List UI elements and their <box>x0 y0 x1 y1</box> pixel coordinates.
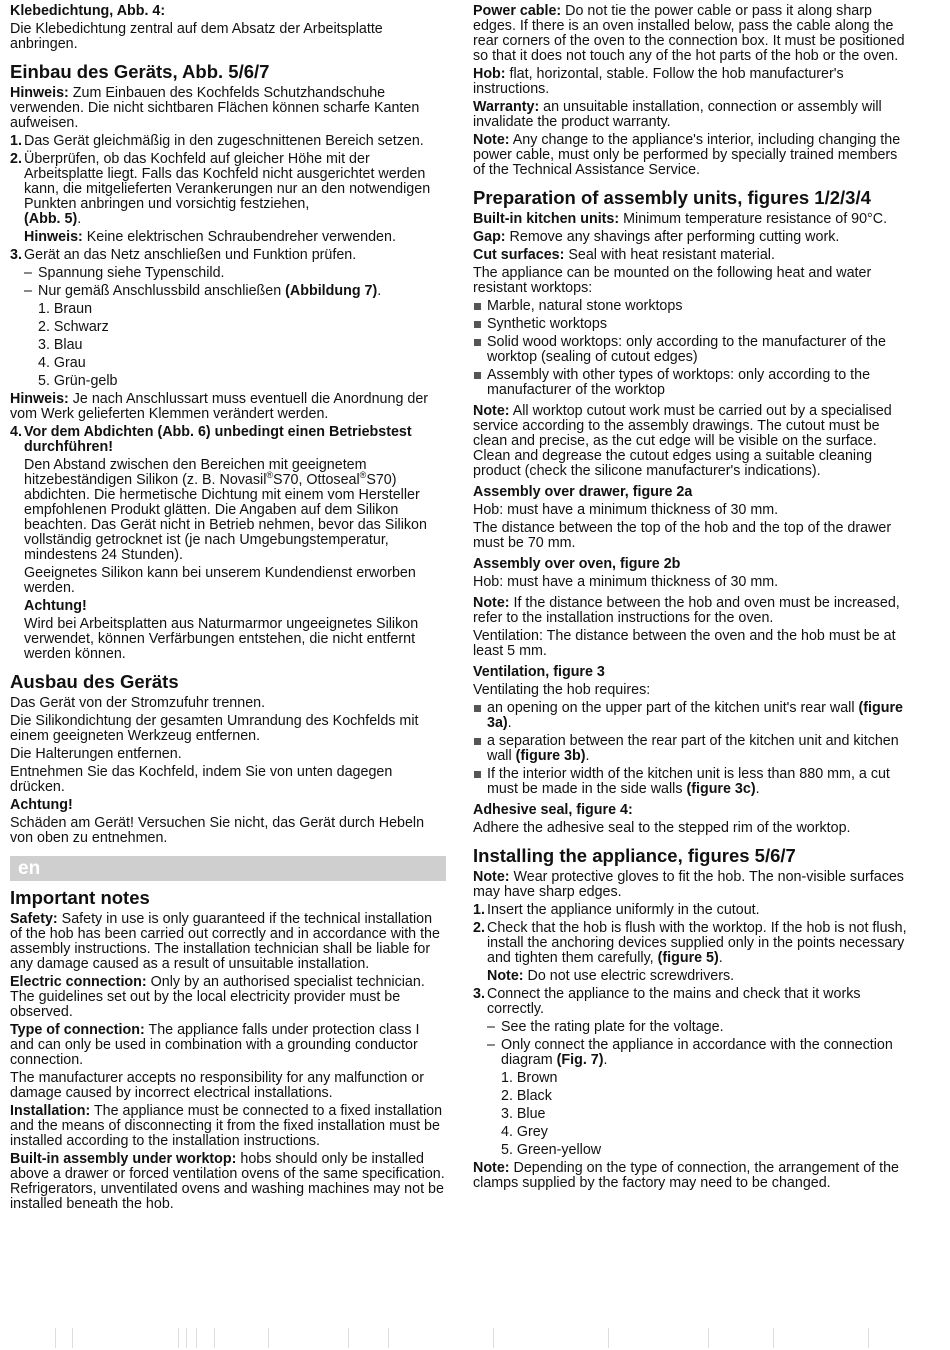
step-2-note-de: Hinweis: Keine elektrischen Schraubendreher verwenden. <box>24 229 396 245</box>
footer-tick <box>214 1328 215 1348</box>
removal-warning-de: Schäden am Gerät! Versuchen Sie nicht, das Gerät durch Hebeln von oben zu entnehmen. <box>10 815 425 846</box>
clamps-note: Note: Depending on the type of connection, the arrangement of the clamps supplied by the factory may need to be changed. <box>473 1160 899 1191</box>
step-3-dash-2-de: – Nur gemäß Anschlussbild anschließen (Abbildung 7). <box>24 283 382 299</box>
footer-tick <box>178 1328 179 1348</box>
color-item: 5. Grün-gelb <box>38 373 118 389</box>
step-3-en: 3. Connect the appliance to the mains and check that it works correctly. <box>473 986 861 1017</box>
gap-note: Gap: Remove any shavings after performing cutting work. <box>473 229 840 245</box>
page-footer-marks <box>0 1328 950 1350</box>
step-3-de: 3. Gerät an das Netz anschließen und Funktion prüfen. <box>10 247 357 263</box>
bullet-square-icon <box>474 771 481 778</box>
marble-warning-de: Wird bei Arbeitsplatten aus Naturmarmor ungeeignetes Silikon verwendet, können Verfärbungen entstehen, die nicht entfernt werden können. <box>24 616 419 662</box>
silicone-text-de: Den Abstand zwischen den Bereichen mit geeignetem hitzebeständigen Silikon (z. B. Novasil®S70, Ottoseal®S70) abdichten. Die hermetische Dichtung mit einem vom Hersteller empfohlenen Produkt glätten. Die Angaben auf dem Silikon beachten. Das Gerät nicht in Betrieb nehmen, bevor das Silikon vollständig getrocknet ist (je nach Umgebungstemperatur, mindestens 24 Stunden). <box>24 457 427 563</box>
removal-step: Die Halterungen entfernen. <box>10 746 182 762</box>
step-1-de: 1. Das Gerät gleichmäßig in den zugeschnittenen Bereich setzen. <box>10 133 424 149</box>
gloves-note: Note: Wear protective gloves to fit the hob. The non-visible surfaces may have sharp edges. <box>473 869 904 900</box>
list-item: a separation between the rear part of the kitchen unit and kitchen wall (figure 3b). <box>473 734 909 764</box>
color-item: 1. Braun <box>38 301 93 317</box>
color-item: 4. Grey <box>501 1124 548 1140</box>
manufacturer-note: The manufacturer accepts no responsibility for any malfunction or damage caused by incorrect electrical installations. <box>10 1070 425 1101</box>
installing-heading: Installing the appliance, figures 5/6/7 <box>473 845 796 866</box>
removal-heading-de: Ausbau des Geräts <box>10 671 179 692</box>
step-2-en: 2. Check that the hob is flush with the worktop. If the hob is not flush, install the anchoring devices supplied only in the points necessary and tighten them carefully, (figure 5). <box>473 920 907 966</box>
adhesive-seal-heading-de: Klebedichtung, Abb. 4: <box>10 3 166 19</box>
installation-note: Installation: The appliance must be connected to a fixed installation and the means of disconnecting it from the fixed installation must be installed according to the installation instructions. <box>10 1103 443 1149</box>
bullet-square-icon <box>474 321 481 328</box>
step-3-dash-1-de: – Spannung siehe Typenschild. <box>24 265 225 281</box>
silicone-service-de: Geeignetes Silikon kann bei unserem Kundendienst erworben werden. <box>24 565 416 596</box>
footer-tick <box>388 1328 389 1348</box>
list-item: If the interior width of the kitchen unit is less than 880 mm, a cut must be made in the side walls (figure 3c). <box>473 767 909 797</box>
drawer-text: Hob: must have a minimum thickness of 30 mm. <box>473 502 779 518</box>
interior-change-note: Note: Any change to the appliance's interior, including changing the power cable, must only be performed by specially trained members of the Technical Assistance Service. <box>473 132 901 178</box>
preparation-heading: Preparation of assembly units, figures 1/2/3/4 <box>473 187 871 208</box>
step-2-note-en: Note: Do not use electric screwdrivers. <box>487 968 735 984</box>
hinweis-gloves: Hinweis: Zum Einbauen des Kochfelds Schutzhandschuhe verwenden. Die nicht sichtbaren Flächen können scharfe Kanten aufweisen. <box>10 85 420 131</box>
color-item: 4. Grau <box>38 355 86 371</box>
footer-tick <box>72 1328 73 1348</box>
color-item: 3. Blue <box>501 1106 546 1122</box>
footer-tick <box>868 1328 869 1348</box>
hinweis-clamps: Hinweis: Je nach Anschlussart muss eventuell die Anordnung der vom Werk gelieferten Klemmen verändert werden. <box>10 391 429 422</box>
language-bar-en: en <box>10 856 446 881</box>
adhesive-seal-text-de: Die Klebedichtung zentral auf dem Absatz der Arbeitsplatte anbringen. <box>10 21 383 52</box>
ventilation-heading: Ventilation, figure 3 <box>473 664 605 680</box>
step-2-de: 2. Überprüfen, ob das Kochfeld auf gleicher Höhe mit der Arbeitsplatte liegt. Falls das Kochfeld nicht ausgerichtet werden kann, die mitgelieferten Verankerungen nur an den notwendigen Punkten anbringen und vorsichtig festziehen, (Abb. 5). <box>10 151 431 227</box>
color-item: 1. Brown <box>501 1070 558 1086</box>
oven-ventilation-text: Ventilation: The distance between the oven and the hob must be at least 5 mm. <box>473 628 896 659</box>
right-column <box>473 4 909 1194</box>
step-1-en: 1. Insert the appliance uniformly in the cutout. <box>473 902 760 918</box>
list-item: Synthetic worktops <box>473 317 909 332</box>
list-item: an opening on the upper part of the kitchen unit's rear wall (figure 3a). <box>473 701 909 731</box>
bullet-square-icon <box>474 705 481 712</box>
color-item: 3. Blau <box>38 337 83 353</box>
drawer-heading: Assembly over drawer, figure 2a <box>473 484 693 500</box>
warranty-note: Warranty: an unsuitable installation, connection or assembly will invalidate the product warranty. <box>473 99 882 130</box>
connection-type-note: Type of connection: The appliance falls under protection class I and can only be used in combination with a grounding conductor connection. <box>10 1022 420 1068</box>
bullet-square-icon <box>474 339 481 346</box>
color-item: 5. Green-yellow <box>501 1142 602 1158</box>
bullet-square-icon <box>474 738 481 745</box>
power-cable-note: Power cable: Do not tie the power cable or pass it along sharp edges. If there is an oven installed below, pass the cable along the rear corners of the oven to the connection box. It must be positioned so that it does not touch any of the hot parts of the hob or the oven. <box>473 3 905 64</box>
footer-tick <box>55 1328 56 1348</box>
list-item: Assembly with other types of worktops: only according to the manufacturer of the worktop <box>473 368 909 398</box>
footer-tick <box>608 1328 609 1348</box>
removal-step: Das Gerät von der Stromzufuhr trennen. <box>10 695 266 711</box>
achtung-label: Achtung! <box>10 797 73 813</box>
list-item: Marble, natural stone worktops <box>473 299 909 314</box>
ventilation-intro: Ventilating the hob requires: <box>473 682 651 698</box>
worktops-intro: The appliance can be mounted on the following heat and water resistant worktops: <box>473 265 872 296</box>
footer-tick <box>773 1328 774 1348</box>
footer-tick <box>493 1328 494 1348</box>
hob-note: Hob: flat, horizontal, stable. Follow the hob manufacturer's instructions. <box>473 66 844 97</box>
left-column <box>10 4 446 1215</box>
list-item: Solid wood worktops: only according to the manufacturer of the worktop (sealing of cutout edges) <box>473 335 909 365</box>
important-notes-heading: Important notes <box>10 887 150 908</box>
safety-note: Safety: Safety in use is only guaranteed if the technical installation of the hob has been carried out correctly and in accordance with the assembly instructions. The installation technician shall be liable for any damage caused as a result of unsuitable installation. <box>10 911 440 972</box>
bullet-square-icon <box>474 372 481 379</box>
adhesive-heading: Adhesive seal, figure 4: <box>473 802 633 818</box>
achtung-label: Achtung! <box>24 598 87 614</box>
footer-tick <box>348 1328 349 1348</box>
cut-surfaces-note: Cut surfaces: Seal with heat resistant material. <box>473 247 775 263</box>
oven-heading: Assembly over oven, figure 2b <box>473 556 681 572</box>
built-in-note: Built-in assembly under worktop: hobs should only be installed above a drawer or forced ventilation ovens of the same specification. Refrigerators, unventilated ovens and washing machines may not be installed beneath the hob. <box>10 1151 445 1212</box>
footer-tick <box>186 1328 187 1348</box>
electric-connection-note: Electric connection: Only by an authorised specialist technician. The guidelines set out by the local electricity provider must be observed. <box>10 974 425 1020</box>
footer-tick <box>268 1328 269 1348</box>
cutout-note: Note: All worktop cutout work must be carried out by a specialised service according to the assembly drawings. The cutout must be clean and precise, as the cut edge will be visible on the surface. Clean and degrease the cutout edges using a suitable cleaning product (check the silicone manufacturer's indications). <box>473 403 892 479</box>
color-item: 2. Schwarz <box>38 319 109 335</box>
oven-text: Hob: must have a minimum thickness of 30 mm. <box>473 574 779 590</box>
installation-heading-de: Einbau des Geräts, Abb. 5/6/7 <box>10 61 270 82</box>
adhesive-text: Adhere the adhesive seal to the stepped rim of the worktop. <box>473 820 851 836</box>
removal-step: Die Silikondichtung der gesamten Umrandung des Kochfelds mit einem geeigneten Werkzeug entfernen. <box>10 713 419 744</box>
drawer-text: The distance between the top of the hob and the top of the drawer must be 70 mm. <box>473 520 892 551</box>
color-item: 2. Black <box>501 1088 552 1104</box>
step-3-dash-1-en: – See the rating plate for the voltage. <box>487 1019 724 1035</box>
oven-note: Note: If the distance between the hob and oven must be increased, refer to the installation instructions for the oven. <box>473 595 900 626</box>
footer-tick <box>196 1328 197 1348</box>
step-4-de: 4. Vor dem Abdichten (Abb. 6) unbedingt einen Betriebstest durchführen! <box>10 424 412 455</box>
bullet-square-icon <box>474 303 481 310</box>
footer-tick <box>708 1328 709 1348</box>
built-in-units-note: Built-in kitchen units: Minimum temperature resistance of 90°C. <box>473 211 888 227</box>
step-3-dash-2-en: – Only connect the appliance in accordance with the connection diagram (Fig. 7). <box>487 1037 893 1068</box>
removal-step: Entnehmen Sie das Kochfeld, indem Sie von unten dagegen drücken. <box>10 764 393 795</box>
